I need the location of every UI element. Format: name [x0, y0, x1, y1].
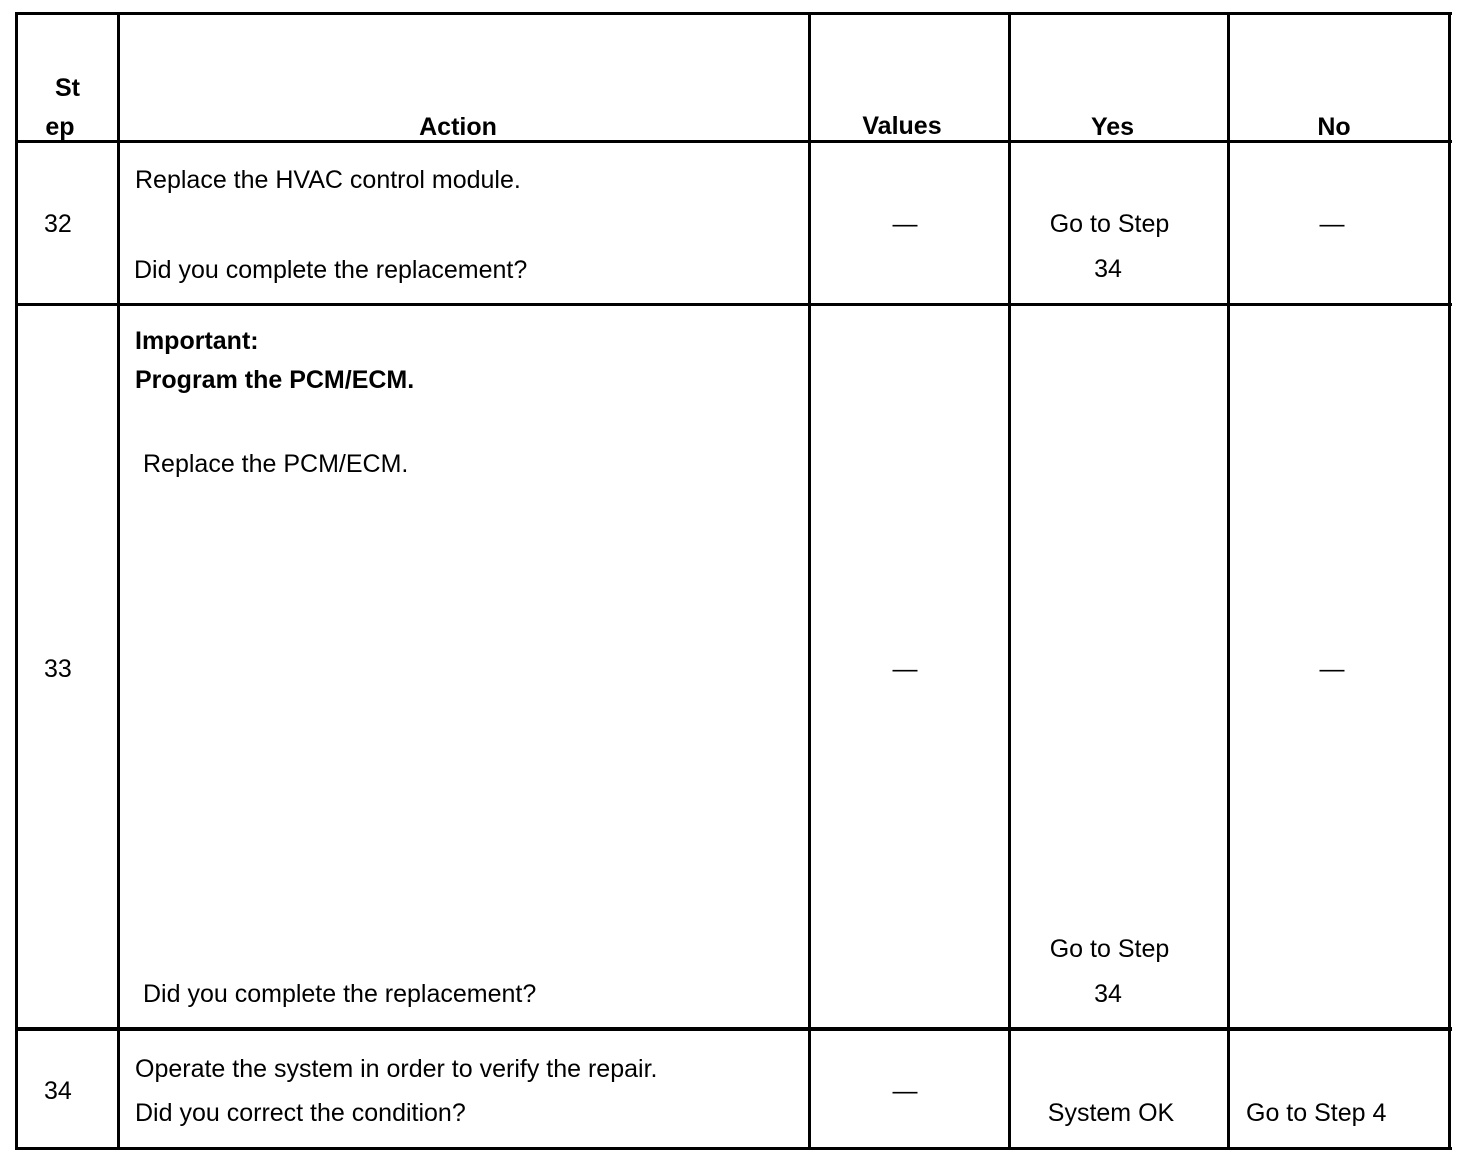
action-question: Did you complete the replacement?	[143, 980, 537, 1008]
header-step-line1: St	[55, 74, 80, 102]
table-border-top	[15, 12, 1452, 15]
no-cell: —	[1319, 655, 1345, 683]
table-border-left	[15, 12, 18, 1150]
step-number: 34	[44, 1077, 72, 1105]
important-label: Important:	[135, 327, 259, 355]
yes-cell-line1: Go to Step	[1049, 210, 1170, 238]
values-cell: —	[892, 210, 918, 238]
no-cell: —	[1319, 210, 1345, 238]
yes-cell-line2: 34	[1094, 980, 1122, 1008]
header-step-line2: ep	[45, 113, 75, 141]
no-cell: Go to Step 4	[1246, 1099, 1387, 1127]
row-divider	[15, 303, 1452, 306]
step-number: 32	[44, 210, 72, 238]
table-border-right	[1448, 12, 1451, 1150]
header-no: No	[1317, 113, 1351, 141]
table-border-bottom	[15, 1147, 1452, 1150]
yes-cell: System OK	[1047, 1099, 1175, 1127]
action-text: Replace the HVAC control module.	[135, 166, 521, 194]
row-divider	[15, 1027, 1452, 1031]
values-cell: —	[892, 1077, 918, 1105]
yes-cell-line2: 34	[1094, 255, 1122, 283]
yes-cell-line1: Go to Step	[1049, 935, 1170, 963]
header-values: Values	[862, 112, 942, 140]
header-action: Action	[419, 113, 497, 141]
step-number: 33	[44, 655, 72, 683]
action-text: Replace the PCM/ECM.	[143, 450, 409, 478]
action-question: Did you complete the replacement?	[134, 256, 528, 284]
values-cell: —	[892, 655, 918, 683]
column-divider	[1227, 12, 1230, 1150]
column-divider	[808, 12, 811, 1150]
column-divider	[117, 12, 120, 1150]
action-question: Did you correct the condition?	[135, 1099, 466, 1127]
header-yes: Yes	[1090, 113, 1135, 141]
important-text: Program the PCM/ECM.	[135, 366, 415, 394]
action-text: Operate the system in order to verify the repair.	[135, 1055, 658, 1083]
